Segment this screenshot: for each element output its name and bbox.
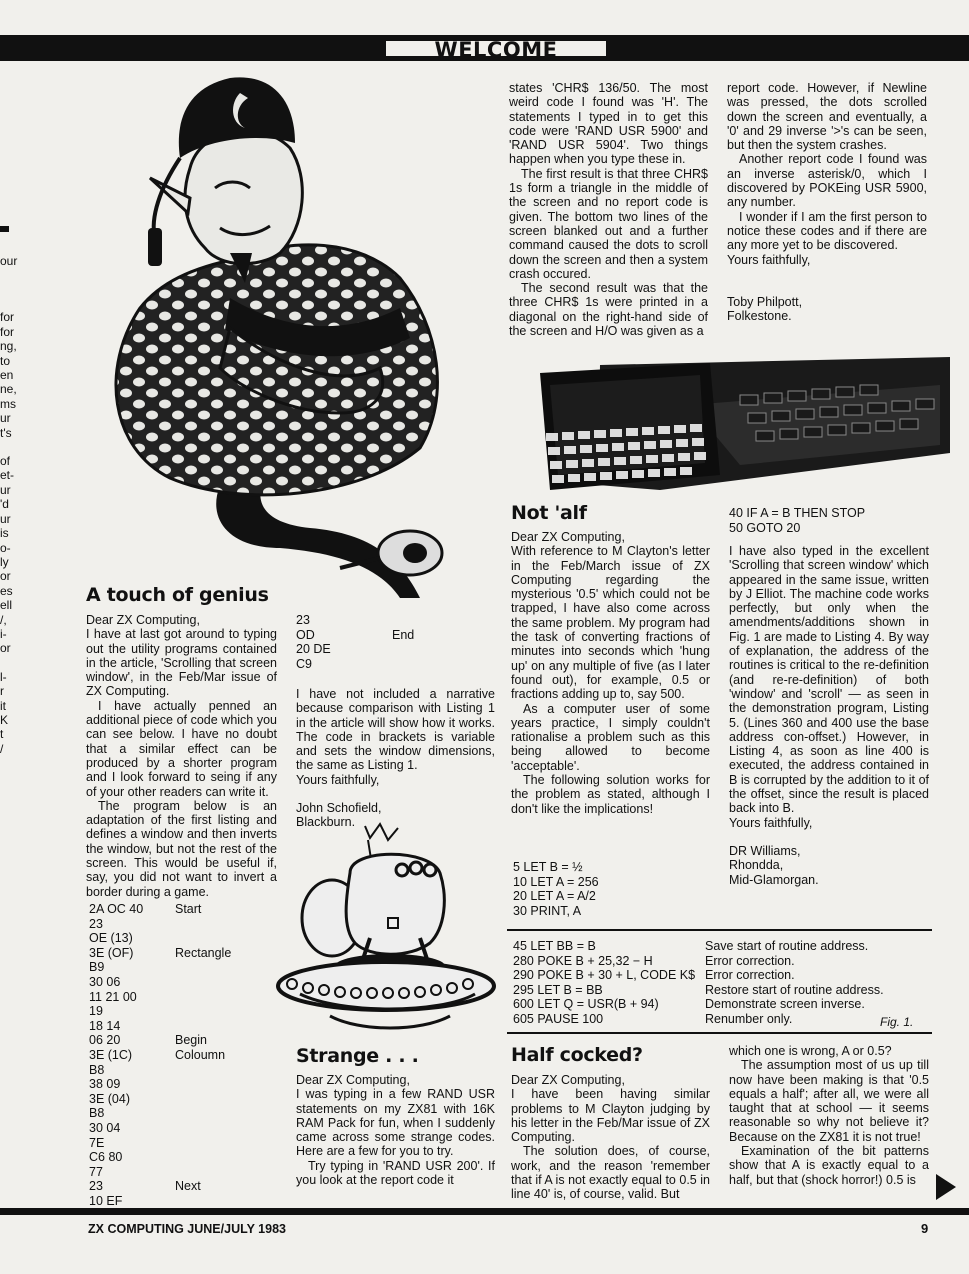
code-value: B8 (89, 1106, 105, 1121)
strange-greeting: Dear ZX Computing, (296, 1073, 410, 1087)
gutter-word: for (0, 324, 15, 339)
strange-col4-para-1: report code. However, if Newline was pressed, the dots scrolled down the screen and eventually, a '0' and 29 inverse '>'s can be seen, but then the system crashes. (727, 81, 927, 153)
code-value: B9 (89, 960, 105, 975)
genius-closing: Yours faithfully, (296, 772, 380, 787)
article-halfcocked (511, 1044, 711, 1066)
zx81-computer-photo (510, 345, 950, 495)
strange-body-col3 (509, 81, 708, 338)
halfcocked-para-1: I have been having similar problems to M Clayton judging by his letter in the Feb/Mar issue of ZX Computing. (511, 1087, 710, 1145)
code-line (89, 931, 279, 946)
gutter-word: or (0, 569, 11, 584)
code-comment: End (392, 627, 415, 642)
gutter-word: ms (0, 396, 16, 411)
notalf-signature-place-1: Rhondda, (729, 858, 784, 873)
article-strange (296, 1045, 496, 1067)
code-line (89, 1092, 279, 1107)
gutter-word: r (0, 684, 4, 699)
code-line (89, 1136, 279, 1151)
code-value: 3E (1C) (89, 1047, 133, 1062)
gutter-word: o- (0, 540, 11, 555)
code-line (296, 657, 486, 672)
gutter-word: ly (0, 554, 9, 569)
code-line (89, 990, 279, 1005)
code-comment: Coloumn (175, 1047, 226, 1062)
page-number: 9 (921, 1221, 929, 1236)
genius-greeting: Dear ZX Computing, (86, 613, 200, 627)
gutter-word: es (0, 583, 13, 598)
article-notalf (511, 502, 711, 524)
notalf-greeting: Dear ZX Computing, (511, 530, 625, 544)
genius-body (86, 613, 277, 899)
notalf-body-col4 (729, 544, 929, 887)
footer-rule (0, 1208, 969, 1215)
strange-col3-para-1: states 'CHR$ 136/50. The most weird code I found was 'H'. The statements I typed in to get this code were 'RAND USR 5900' and 'RAND USR 5904'. Two things happen when you type these in. (509, 81, 708, 167)
code-value: 20 DE (296, 642, 331, 657)
code-line (89, 975, 279, 990)
code-line (89, 1019, 279, 1034)
code-value: 605 PAUSE 100 (513, 1011, 604, 1026)
halfcocked-greeting: Dear ZX Computing, (511, 1073, 625, 1087)
gutter-word: et- (0, 468, 15, 483)
code-value: 2A OC 40 (89, 902, 144, 916)
code-comment: Error correction. (705, 968, 795, 983)
halfcocked-para-2: The solution does, of course, work, and the reason 'remember that if A is not exactly equal to 0.5 in line 40' is, of course, valid. But (511, 1144, 710, 1202)
code-line: 20 LET A = A/2 (513, 889, 596, 904)
code-comment: Restore start of routine address. (705, 982, 884, 997)
gutter-word: our (0, 254, 18, 268)
code-line (89, 1121, 279, 1136)
notalf-para-1: With reference to M Clayton's letter in the Feb/March issue of ZX Computing regarding the mysterious '0.5' which could not be trapped, I have also come across the same problem. My program had the task of converting fractions of minutes into seconds which 'hung up' on any multiple of five (as I later found out), for example, 0.5 or fractions adding up to, say 500. (511, 544, 710, 702)
code-value: 295 LET B = BB (513, 982, 603, 997)
notalf-body (511, 530, 710, 816)
gutter-word: ell (0, 598, 13, 613)
strange-body (296, 1073, 495, 1187)
code-line (89, 1165, 279, 1180)
fig1-rule-bottom (507, 1032, 932, 1034)
gutter-word: en (0, 368, 14, 383)
strange-para-2: Try typing in 'RAND USR 200'. If you look at the report code it (296, 1158, 495, 1188)
code-value: C9 (296, 656, 312, 671)
code-line (296, 613, 486, 628)
genius-para-3: The program below is an adaptation of the first listing and defines a window and then inverts the window, but not the rest of the screen. This would be useful if, say, you did not want to invert a border during a game. (86, 798, 277, 899)
code-value: 10 EF (89, 1193, 123, 1208)
code-value: OD (296, 627, 315, 642)
code-line (89, 960, 279, 975)
halfcocked-body (511, 1073, 710, 1202)
code-comment: Rectangle (175, 945, 232, 960)
gutter-word: of (0, 454, 11, 469)
strange-body-col4 (727, 81, 927, 323)
code-line (89, 1048, 279, 1063)
code-line (89, 1179, 279, 1194)
code-line (89, 946, 279, 961)
code-line (89, 1077, 279, 1092)
code-value: C6 80 (89, 1150, 123, 1165)
genius-signature-name: John Schofield, (296, 801, 382, 816)
code-line (89, 1106, 279, 1121)
code-line (89, 1004, 279, 1019)
notalf-signature-place-2: Mid-Glamorgan. (729, 872, 819, 887)
gutter-word: t (0, 727, 4, 742)
notalf-para-2: As a computer user of some years practice, I simply couldn't rationalise a problem such as this being allowed to become 'acceptable'. (511, 701, 710, 773)
code-line (89, 1194, 279, 1209)
strange-col3-para-3: The second result was that the three CHR$ 1s were printed in a diagonal on the right-hand side of the screen and H/O was given as a (509, 281, 708, 339)
code-line (513, 983, 933, 998)
footer-issue: ZX COMPUTING JUNE/JULY 1983 (88, 1222, 286, 1236)
code-value: 7E (89, 1135, 105, 1150)
gutter-word: i- (0, 626, 7, 641)
code-line (513, 1012, 933, 1027)
gutter-word: ur (0, 411, 11, 426)
code-value: 23 (89, 916, 103, 931)
genius-body-2 (296, 687, 495, 830)
code-value: 23 (296, 613, 310, 627)
code-value: 23 (89, 1179, 103, 1194)
code-line (513, 954, 933, 969)
page-title: WELCOME (434, 38, 558, 62)
code-comment: Begin (175, 1033, 207, 1048)
header-bar-right (606, 35, 969, 61)
code-value: 290 POKE B + 30 + L, CODE K$ (513, 968, 696, 983)
code-value: B8 (89, 1062, 105, 1077)
code-value: 11 21 00 (89, 989, 137, 1004)
code-value: 3E (04) (89, 1091, 130, 1106)
gutter-word: ne, (0, 382, 17, 397)
code-value: 38 09 (89, 1077, 121, 1092)
code-line (513, 939, 933, 954)
strange-signature-place: Folkestone. (727, 309, 792, 324)
strange-heading: Strange . . . (296, 1045, 419, 1067)
gutter-word: l- (0, 669, 7, 684)
code-line (89, 1033, 279, 1048)
code-value: 06 20 (89, 1033, 121, 1048)
code-line: 30 PRINT, A (513, 903, 582, 918)
code-comment: Error correction. (705, 953, 795, 968)
alien-ufo-illustration (270, 818, 502, 1036)
code-line (296, 642, 486, 657)
notalf-code-listing-2 (729, 506, 929, 535)
genius-signature-place: Blackburn. (296, 815, 356, 830)
genius-code-listing (89, 902, 279, 1208)
code-value: 30 06 (89, 974, 121, 989)
notalf-heading: Not 'alf (511, 502, 587, 524)
gutter-word: for (0, 310, 15, 325)
genius-para-1: I have at last got around to typing out the utility programs contained in the article, 'Scrolling that screen window', in the Feb/Mar issue of ZX Computing. (86, 627, 277, 699)
genius-para-2: I have actually penned an additional piece of code which you can see below. I have no doubt that a similar effect can be produced by a shorter program and I look forward to seing if any of your other readers can write it. (86, 698, 277, 799)
code-line: 5 LET B = ½ (513, 860, 583, 874)
gutter-word: or (0, 641, 11, 656)
notalf-col4-para: I have also typed in the excellent 'Scrolling that screen window' which appeared in the same issue, written by J Elliot. The machine code works perfectly, but only when the amendments/additions shown in Fig. 1 are made to Listing 4. By way of explanation, the address of the routines is critical to the re-definition (and re-re-definition) of both 'window' and 'scroll' — as seen in the demonstration program, Listing 5. (Lines 360 and 400 use the base address con-offset.) However, in Listing 4, as soon as line 400 is executed, the address contained in B is corrupted by the addition to it of the offset, since the result is placed back into B. (729, 544, 929, 816)
gutter-word: ng, (0, 339, 17, 354)
genius-para-after: I have not included a narrative because comparison with Listing 1 in the article will show how it works. The code in brackets is variable and sets the window dimensions, the same as Listing 1. (296, 687, 495, 773)
code-line (296, 628, 486, 643)
code-line: 50 GOTO 20 (729, 520, 801, 535)
gutter-word: K (0, 712, 9, 727)
gutter-word: is (0, 526, 9, 541)
gutter-marker (0, 226, 9, 232)
halfcocked-col4-para-3: Examination of the bit patterns show that A is exactly equal to a half, but that (shock horror!) 0.5 is (729, 1144, 929, 1187)
fig1-listing (513, 939, 933, 1027)
gutter-word: t's (0, 425, 12, 440)
code-line (89, 917, 279, 932)
strange-signature-name: Toby Philpott, (727, 294, 803, 309)
code-value: 77 (89, 1164, 103, 1179)
code-line (89, 902, 279, 917)
code-line (89, 1150, 279, 1165)
genius-code-listing-2 (296, 613, 486, 671)
halfcocked-heading: Half cocked? (511, 1044, 643, 1066)
code-line: 10 LET A = 256 (513, 874, 599, 889)
code-comment: Save start of routine address. (705, 939, 869, 953)
strange-col3-para-2: The first result is that three CHR$ 1s form a triangle in the middle of the screen and no report code is given. The bottom two lines of the screen blanked out and a further command caused the dots to scroll down the screen and then a system crash occured. (509, 166, 708, 281)
gutter-fragment (0, 254, 18, 756)
halfcocked-col4-para-2: The assumption most of us up till now have been making is that '0.5 equals a half'; after all, we were all taught that at school — it seems reasonable so why not believe it? Because on the ZX81 it is not true! (729, 1058, 929, 1144)
code-value: 19 (89, 1004, 103, 1019)
code-value: 280 POKE B + 25,32 − H (513, 953, 653, 968)
code-value: 600 LET Q = USR(B + 94) (513, 997, 659, 1012)
code-line: 40 IF A = B THEN STOP (729, 506, 866, 520)
gutter-word: to (0, 353, 11, 368)
code-value: OE (13) (89, 931, 133, 946)
halfcocked-body-col4 (729, 1044, 929, 1187)
genie-illustration (80, 68, 500, 608)
code-line (513, 968, 933, 983)
code-comment: Next (175, 1179, 201, 1194)
fig1-rule-top (507, 929, 932, 931)
gutter-word: it (0, 698, 6, 713)
code-value: 3E (OF) (89, 945, 134, 960)
code-value: 45 LET BB = B (513, 939, 596, 953)
code-line (89, 1063, 279, 1078)
notalf-para-3: The following solution works for the problem as stated, although I don't like the implications! (511, 773, 710, 816)
gutter-word: / (0, 741, 4, 756)
code-line (513, 997, 933, 1012)
strange-col4-para-3: I wonder if I am the first person to notice these codes and if there are any more yet to be discovered. (727, 209, 927, 253)
continue-arrow-icon (934, 1172, 958, 1202)
notalf-code-listing (513, 860, 703, 918)
code-value: 30 04 (89, 1120, 121, 1135)
strange-col4-para-2: Another report code I found was an inverse asterisk/0, which I discovered by POKEing USR 5900, any number. (727, 152, 927, 210)
notalf-closing: Yours faithfully, (729, 815, 813, 830)
code-value: 18 14 (89, 1018, 121, 1033)
gutter-word: ur (0, 511, 11, 526)
code-comment: Demonstrate screen inverse. (705, 997, 865, 1012)
code-comment: Start (175, 902, 202, 916)
gutter-word: ur (0, 482, 11, 497)
genius-heading: A touch of genius (86, 584, 269, 606)
code-comment: Renumber only. (705, 1011, 793, 1026)
strange-para-1: I was typing in a few RAND USR statements on my ZX81 with 16K RAM Pack for fun, when I suddenly came across some strange codes. Here are a few for you to try. (296, 1087, 495, 1159)
strange-closing: Yours faithfully, (727, 252, 811, 267)
fig1-label: Fig. 1. (880, 1015, 914, 1029)
article-genius (86, 584, 286, 606)
gutter-word: 'd (0, 497, 9, 512)
gutter-word: /, (0, 612, 7, 627)
notalf-signature-name: DR Williams, (729, 843, 801, 858)
halfcocked-col4-para-1: which one is wrong, A or 0.5? (729, 1044, 892, 1058)
header-bar-left (0, 35, 386, 61)
